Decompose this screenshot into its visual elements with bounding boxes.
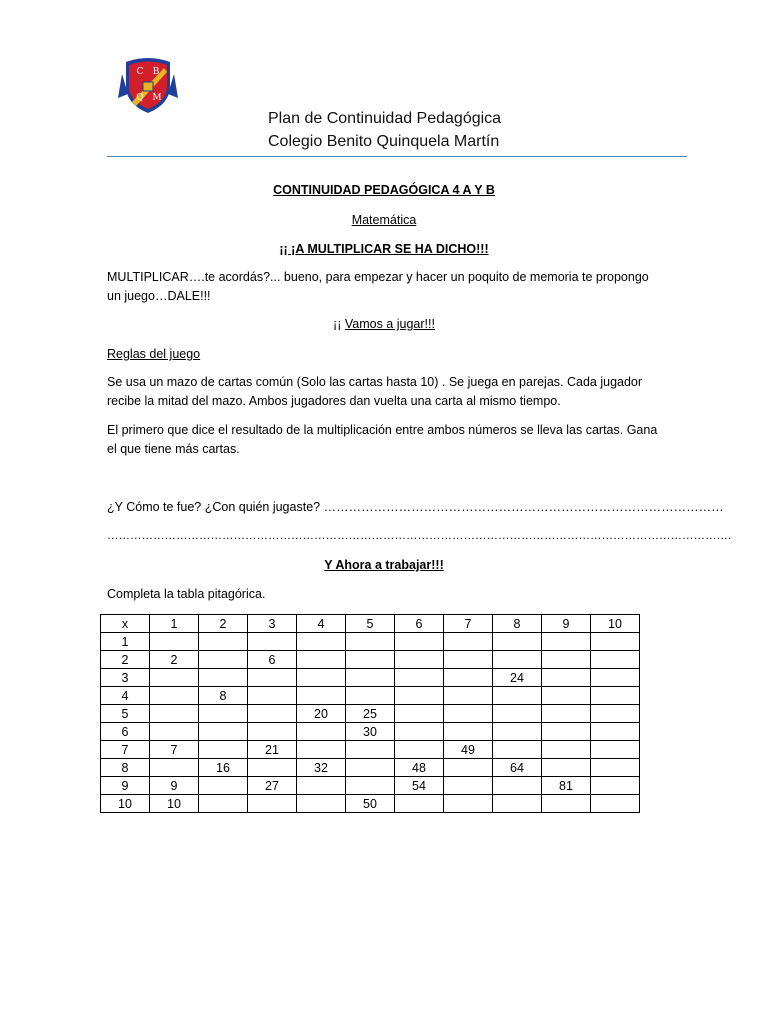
table-cell [199,651,248,669]
table-cell: 50 [346,795,395,813]
table-cell [150,687,199,705]
table-cell [150,669,199,687]
table-cell [248,633,297,651]
table-cell [346,687,395,705]
table-row-label: 8 [101,759,150,777]
intro-line-2: un juego…DALE!!! [107,288,211,303]
table-cell [297,723,346,741]
table-row-label: 10 [101,795,150,813]
table-cell [395,705,444,723]
table-cell [346,741,395,759]
table-cell [248,759,297,777]
table-cell: 25 [346,705,395,723]
table-cell [591,669,640,687]
table-cell [542,669,591,687]
table-cell [297,777,346,795]
table-cell: 30 [346,723,395,741]
table-cell: 7 [150,741,199,759]
table-cell [493,777,542,795]
table-cell [542,795,591,813]
table-cell [395,741,444,759]
table-row [101,651,640,669]
rules-p1-line-2: recibe la mitad del mazo. Ambos jugadores dan vuelta una carta al mismo tiempo. [107,393,561,408]
rules-p2-line-1: El primero que dice el resultado de la multiplicación entre ambos números se lleva las cartas. Gana [107,423,658,437]
table-cell [493,705,542,723]
rules-p2-line-2: el que tiene más cartas. [107,441,240,456]
crest-letter-m: M [152,93,162,103]
school-crest-logo [118,56,178,114]
table-row-label: 6 [101,723,150,741]
table-row-label: 5 [101,705,150,723]
table-cell [591,705,640,723]
table-cell: 8 [493,615,542,633]
table-cell: 6 [395,615,444,633]
play-text: Vamos a jugar!!! [344,317,435,331]
table-cell: 5 [346,615,395,633]
table-cell: 10 [591,615,640,633]
crest-letter-c: C [136,67,144,77]
table-row [101,633,640,651]
header-plan-title: Plan de Continuidad Pedagógica [268,110,502,127]
table-cell [199,741,248,759]
table-cell [493,741,542,759]
crest-letter-b: B [152,67,160,77]
table-cell: 1 [150,615,199,633]
table-cell [591,741,640,759]
table-cell [150,705,199,723]
table-row [101,795,640,813]
table-cell [444,633,493,651]
table-cell [248,687,297,705]
table-cell [542,741,591,759]
table-cell [346,633,395,651]
pythagorean-table [100,614,640,813]
table-cell: 49 [444,741,493,759]
table-cell [199,777,248,795]
table-row [101,741,640,759]
table-row [101,705,640,723]
table-row-label: 2 [101,651,150,669]
table-cell: 64 [493,759,542,777]
work-heading: Y Ahora a trabajar!!! [324,558,444,572]
table-row [101,723,640,741]
answer-dots-line: ………………………………………………………………………………………………………………………………………………. [107,530,732,542]
table-cell [150,633,199,651]
table-cell [444,687,493,705]
table-cell [591,795,640,813]
crest-letter-q: Q [136,93,144,103]
table-cell: 32 [297,759,346,777]
table-row-label: 3 [101,669,150,687]
table-cell [346,759,395,777]
table-cell: 2 [150,651,199,669]
table-cell: 7 [444,615,493,633]
table-cell [493,687,542,705]
table-cell [493,633,542,651]
table-cell: 54 [395,777,444,795]
table-cell: 48 [395,759,444,777]
table-cell: 9 [542,615,591,633]
table-cell [346,651,395,669]
table-cell [248,705,297,723]
table-cell [150,723,199,741]
table-cell [591,759,640,777]
question-line: ¿Y Cómo te fue? ¿Con quién jugaste? …………………………………………………………………………………… [107,500,724,514]
table-cell [199,723,248,741]
table-cell [444,651,493,669]
header-school-name: Colegio Benito Quinquela Martín [268,133,500,150]
table-cell: 20 [297,705,346,723]
header-divider [107,156,687,157]
table-header-row [101,615,640,633]
table-cell [395,669,444,687]
table-row-label: 9 [101,777,150,795]
table-cell: 21 [248,741,297,759]
table-cell: 81 [542,777,591,795]
table-cell [346,777,395,795]
table-cell [444,705,493,723]
table-cell [591,777,640,795]
table-row-label: 1 [101,633,150,651]
table-cell [346,669,395,687]
table-cell [395,633,444,651]
activity-title: ¡¡ ¡A MULTIPLICAR SE HA DICHO!!! [279,242,489,256]
table-cell [542,687,591,705]
subject-title: Matemática [351,213,417,227]
table-cell [199,795,248,813]
table-cell [444,795,493,813]
table-row [101,777,640,795]
intro-paragraph [107,268,667,305]
table-cell [248,795,297,813]
play-heading [107,315,661,333]
table-row [101,759,640,777]
table-row-label: 4 [101,687,150,705]
table-cell [591,687,640,705]
table-cell: 27 [248,777,297,795]
table-instruction: Completa la tabla pitagórica. [107,587,266,601]
rules-paragraph-1 [107,373,667,410]
table-cell [297,795,346,813]
table-cell: 16 [199,759,248,777]
table-cell [248,723,297,741]
table-cell [297,687,346,705]
table-cell: 4 [297,615,346,633]
table-cell [444,777,493,795]
table-cell [591,651,640,669]
table-cell [199,633,248,651]
table-cell [297,669,346,687]
table-cell [542,705,591,723]
table-cell [542,651,591,669]
doc-heading: CONTINUIDAD PEDAGÓGICA 4 A Y B [273,183,495,197]
table-cell [395,795,444,813]
table-cell [150,759,199,777]
table-cell [591,723,640,741]
table-cell: 8 [199,687,248,705]
table-cell [444,669,493,687]
table-cell [297,741,346,759]
table-cell [395,723,444,741]
table-cell [199,669,248,687]
table-cell: 6 [248,651,297,669]
intro-line-1: MULTIPLICAR….te acordás?... bueno, para empezar y hacer un poquito de memoria te propongo [107,270,649,284]
table-cell [444,723,493,741]
table-cell [248,669,297,687]
table-cell [297,633,346,651]
table-cell [493,795,542,813]
table-row [101,687,640,705]
table-cell [542,633,591,651]
table-cell [493,651,542,669]
rules-p1-line-1: Se usa un mazo de cartas común (Solo las cartas hasta 10) . Se juega en parejas. Cada jugador [107,375,643,389]
table-cell: 10 [150,795,199,813]
table-row-label: 7 [101,741,150,759]
rules-paragraph-2 [107,421,667,458]
table-row-label: x [101,615,150,633]
table-cell [493,723,542,741]
table-cell [395,651,444,669]
table-cell [542,723,591,741]
table-cell [395,687,444,705]
table-cell [591,633,640,651]
table-row [101,669,640,687]
rules-title: Reglas del juego [107,347,201,361]
table-cell: 9 [150,777,199,795]
table-cell [542,759,591,777]
play-prefix: ¡¡ [333,317,345,331]
table-cell [297,651,346,669]
table-cell: 3 [248,615,297,633]
table-cell [199,705,248,723]
table-cell: 2 [199,615,248,633]
table-cell: 24 [493,669,542,687]
table-cell [444,759,493,777]
